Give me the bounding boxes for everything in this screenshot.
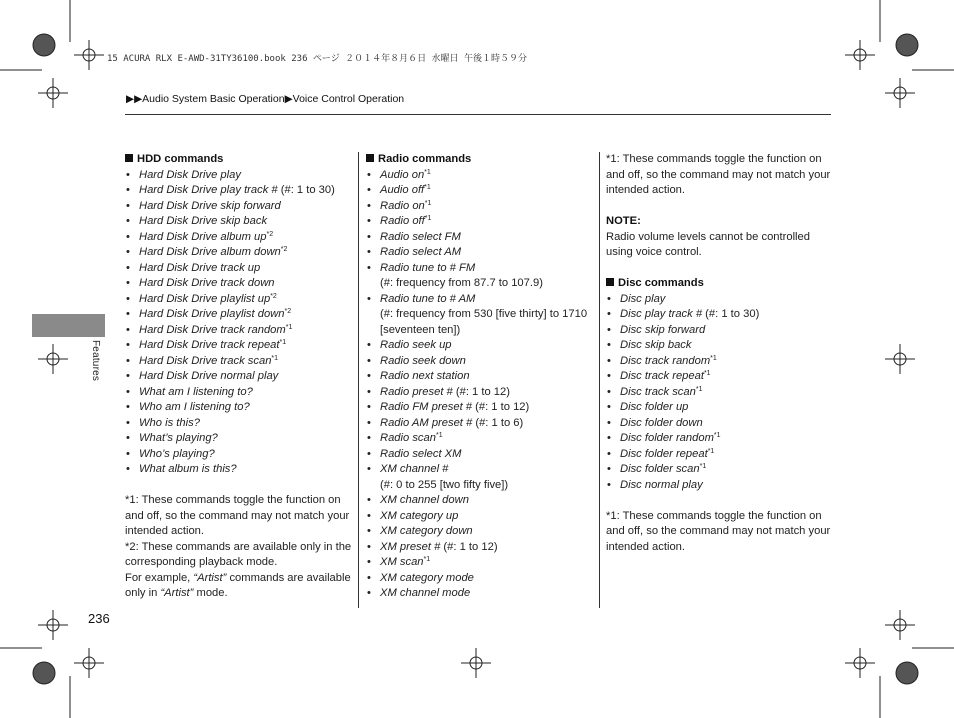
command-item: • XM category up bbox=[366, 509, 596, 525]
command-item: • Hard Disk Drive skip back bbox=[125, 214, 353, 230]
command-item: • What’s playing? bbox=[125, 431, 353, 447]
command-item: • Disc play track # (#: 1 to 30) bbox=[606, 307, 834, 323]
command-item: • Radio AM preset # (#: 1 to 6) bbox=[366, 416, 596, 432]
command-item: • Radio $on^{*1}$ bbox=[366, 199, 596, 215]
command-item: • Radio tune to # AM (#: frequency from 530 [five thirty] to 1710 [seventeen ten]) bbox=[366, 292, 596, 339]
command-item: • Hard Disk Drive album down$^{*2}$ bbox=[125, 245, 353, 261]
command-item: • Radio select AM bbox=[366, 245, 596, 261]
command-item: • Hard Disk Drive playlist down$^{*2}$ bbox=[125, 307, 353, 323]
command-item: • Hard Disk Drive album $up^{*2}$ bbox=[125, 230, 353, 246]
command-item: • Radio seek down bbox=[366, 354, 596, 370]
command-item: • Hard Disk Drive track scan$^{*1}$ bbox=[125, 354, 353, 370]
command-item: • Hard Disk Drive track up bbox=[125, 261, 353, 277]
footnote-example: For example, “Artist” commands are available only in “Artist” mode. bbox=[125, 571, 351, 599]
command-item: • Radio preset # (#: 1 to 12) bbox=[366, 385, 596, 401]
command-item: • What album is this? bbox=[125, 462, 353, 478]
footnote: *1: These commands toggle the function on and off, so the command may not match your intended action. bbox=[606, 153, 831, 196]
command-item: • XM channel # (#: 0 to 255 [two fifty five]) bbox=[366, 462, 596, 493]
command-item: • Hard Disk Drive skip forward bbox=[125, 199, 353, 215]
section-title: HDD commands bbox=[125, 152, 353, 168]
command-item: • Radio FM preset # (#: 1 to 12) bbox=[366, 400, 596, 416]
command-item: • Disc track repeat$^{*1}$ bbox=[606, 369, 834, 385]
breadcrumb-item[interactable]: Voice Control Operation bbox=[292, 93, 405, 105]
chapter-label: Features bbox=[90, 340, 101, 382]
command-item: • Radio next station bbox=[366, 369, 596, 385]
footnote: *2: These commands are available only in the corresponding playback mode. bbox=[125, 540, 352, 568]
command-item: • XM category mode bbox=[366, 571, 596, 587]
command-item: • Who is this? bbox=[125, 416, 353, 432]
command-item: • Radio select FM bbox=[366, 230, 596, 246]
command-item: • XM channel down bbox=[366, 493, 596, 509]
footnote: *1: These commands toggle the function on and off, so the command may not match your intended action. bbox=[125, 494, 350, 537]
command-item: • XM scan$^{*1}$ bbox=[366, 555, 596, 571]
command-item: • Disc skip back bbox=[606, 338, 834, 354]
command-item: • Hard Disk Drive track repeat$^{*1}$ bbox=[125, 338, 353, 354]
command-item: • Disc normal play bbox=[606, 478, 834, 494]
command-item: • XM category down bbox=[366, 524, 596, 540]
command-item: • Radio seek up bbox=[366, 338, 596, 354]
breadcrumb-item[interactable]: Audio System Basic Operation bbox=[142, 93, 285, 105]
command-item: • Radio tune to # FM (#: frequency from 87.7 to 107.9) bbox=[366, 261, 596, 292]
command-item: • Who’s playing? bbox=[125, 447, 353, 463]
command-item: • XM channel mode bbox=[366, 586, 596, 602]
command-item: • Disc track scan$^{*1}$ bbox=[606, 385, 834, 401]
command-item: • Audio off$^{*1}$ bbox=[366, 183, 596, 199]
breadcrumb-arrow-icon: ▶▶ bbox=[126, 93, 143, 105]
note-title: NOTE: bbox=[606, 215, 641, 227]
page-number: 236 bbox=[88, 611, 110, 626]
command-item: • What am I listening to? bbox=[125, 385, 353, 401]
command-item: • Disc track random$^{*1}$ bbox=[606, 354, 834, 370]
command-item: • Hard Disk Drive normal play bbox=[125, 369, 353, 385]
command-item: • Hard Disk Drive play bbox=[125, 168, 353, 184]
print-header: 15 ACURA RLX E-AWD-31TY36100.book 236 ページ ２０１４年８月６日 水曜日 午後１時５９分 bbox=[107, 54, 527, 64]
command-item: • Radio off$^{*1}$ bbox=[366, 214, 596, 230]
command-item: • Audio $on^{*1}$ bbox=[366, 168, 596, 184]
command-item: • Radio scan$^{*1}$ bbox=[366, 431, 596, 447]
command-item: • Hard Disk Drive play track # (#: 1 to 30) bbox=[125, 183, 353, 199]
command-item: • Hard Disk Drive track down bbox=[125, 276, 353, 292]
command-item: • Disc folder random$^{*1}$ bbox=[606, 431, 834, 447]
note-body: Radio volume levels cannot be controlled using voice control. bbox=[606, 230, 810, 258]
command-item: • Disc folder down bbox=[606, 416, 834, 432]
footnote: *1: These commands toggle the function on and off, so the command may not match your intended action. bbox=[606, 509, 831, 553]
command-item: • Disc play bbox=[606, 292, 834, 308]
command-item: • Disc folder up bbox=[606, 400, 834, 416]
command-item: • Disc folder repeat$^{*1}$ bbox=[606, 447, 834, 463]
command-item: • Radio select XM bbox=[366, 447, 596, 463]
command-item: • Hard Disk Drive track random$^{*1}$ bbox=[125, 323, 353, 339]
command-item: • Hard Disk Drive playlist $up^{*2}$ bbox=[125, 292, 353, 308]
command-item: • Who am I listening to? bbox=[125, 400, 353, 416]
command-item: • Disc skip forward bbox=[606, 323, 834, 339]
section-title: Radio commands bbox=[366, 152, 596, 168]
command-item: • XM preset # (#: 1 to 12) bbox=[366, 540, 596, 556]
breadcrumb-arrow-icon: ▶ bbox=[284, 93, 293, 105]
command-item: • Disc folder scan$^{*1}$ bbox=[606, 462, 834, 478]
section-title: Disc commands bbox=[606, 276, 834, 292]
